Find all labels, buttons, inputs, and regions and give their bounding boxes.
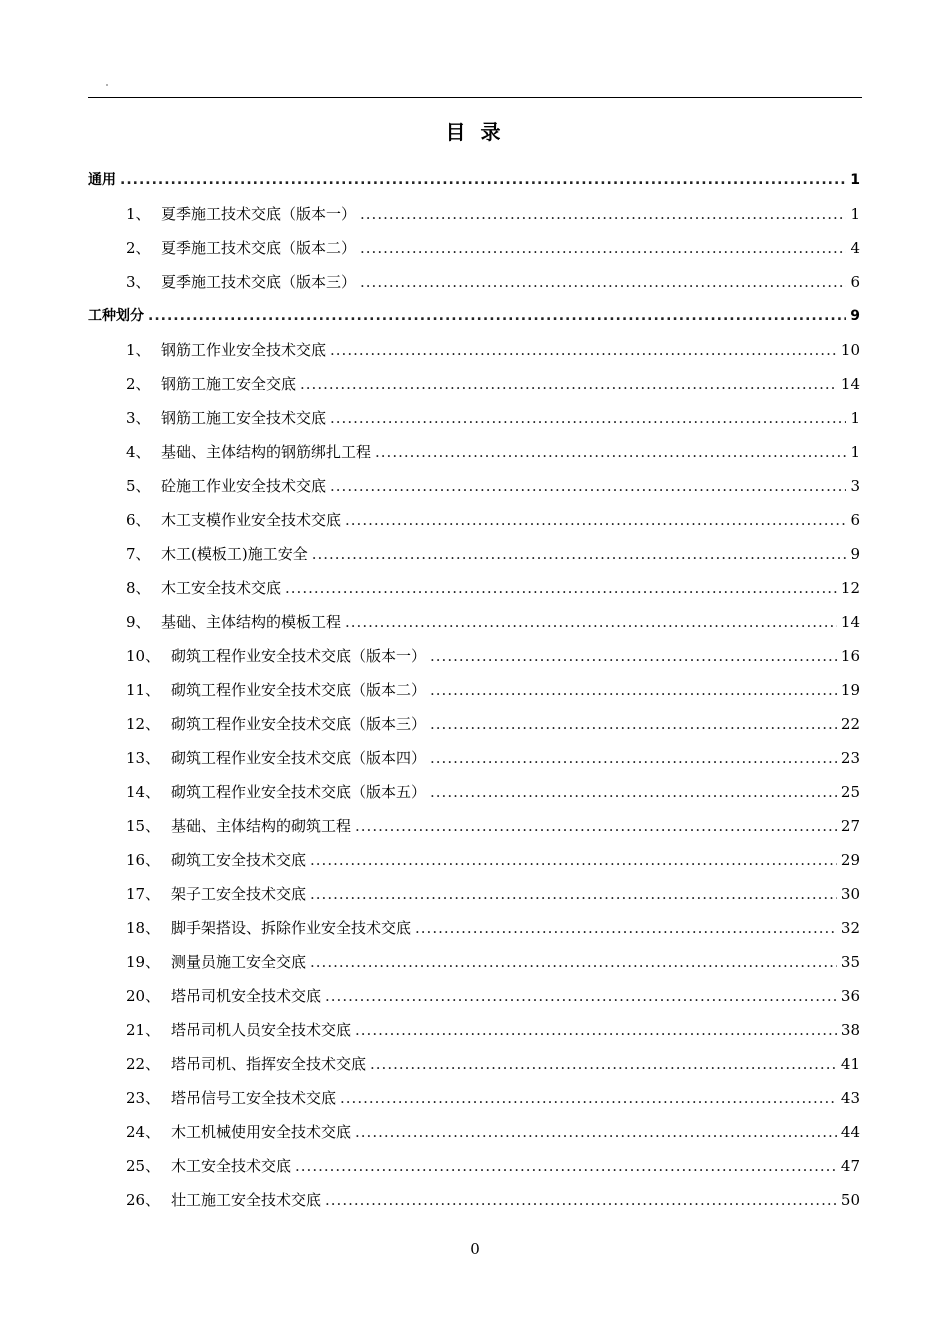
dot-leader xyxy=(330,477,846,495)
toc-entry-number: 12、 xyxy=(126,715,161,733)
toc-entry[interactable] xyxy=(88,1081,860,1115)
toc-page-number: 27 xyxy=(840,817,860,835)
toc-entry[interactable] xyxy=(88,707,860,741)
toc-entry[interactable] xyxy=(88,1149,860,1183)
toc-page-number: 9 xyxy=(850,308,860,324)
dot-leader xyxy=(360,205,846,223)
dot-leader xyxy=(430,715,837,733)
toc-entry-label: 夏季施工技术交底（版本一） xyxy=(161,205,357,223)
toc-entry-label: 夏季施工技术交底（版本三） xyxy=(161,273,357,291)
toc-entry[interactable] xyxy=(88,571,860,605)
toc-entry-label: 钢筋工施工安全技术交底 xyxy=(161,409,327,427)
toc-entry-label: 砌筑工程作业安全技术交底（版本四） xyxy=(171,749,427,767)
toc-entry-number: 17、 xyxy=(126,885,161,903)
toc-entry[interactable] xyxy=(88,333,860,367)
dot-leader xyxy=(355,1021,837,1039)
toc-entry-label: 木工支模作业安全技术交底 xyxy=(161,511,342,529)
footer-page-number: 0 xyxy=(470,1240,480,1258)
toc-entry-number: 22、 xyxy=(126,1055,161,1073)
toc-entry-number: 16、 xyxy=(126,851,161,869)
toc-entry-number: 11、 xyxy=(126,681,161,699)
toc-page-number: 12 xyxy=(840,579,860,597)
toc-entry-label: 砌筑工安全技术交底 xyxy=(171,851,307,869)
toc-entry[interactable] xyxy=(88,843,860,877)
toc-entry-label: 脚手架搭设、拆除作业安全技术交底 xyxy=(171,919,412,937)
toc-page-number: 22 xyxy=(840,715,860,733)
toc-section[interactable] xyxy=(88,163,860,197)
toc-entry-label: 砌筑工程作业安全技术交底（版本五） xyxy=(171,783,427,801)
toc-entry-number: 4、 xyxy=(126,443,151,461)
dot-leader xyxy=(375,443,846,461)
dot-leader xyxy=(148,307,846,325)
toc-entry-number: 1、 xyxy=(126,205,151,223)
toc-entry-label: 钢筋工施工安全交底 xyxy=(161,375,297,393)
toc-page-number: 29 xyxy=(840,851,860,869)
dot-leader xyxy=(430,749,837,767)
toc-entry[interactable] xyxy=(88,1115,860,1149)
toc-entry[interactable] xyxy=(88,197,860,231)
toc-entry[interactable] xyxy=(88,809,860,843)
dot-leader xyxy=(345,613,837,631)
dot-leader xyxy=(345,511,846,529)
toc-entry[interactable] xyxy=(88,911,860,945)
table-of-contents xyxy=(88,163,860,1217)
toc-entry-number: 23、 xyxy=(126,1089,161,1107)
toc-entry-number: 7、 xyxy=(126,545,151,563)
dot-leader xyxy=(340,1089,837,1107)
toc-entry[interactable] xyxy=(88,979,860,1013)
toc-entry-number: 25、 xyxy=(126,1157,161,1175)
toc-page-number: 9 xyxy=(850,545,860,563)
toc-page-number: 1 xyxy=(850,172,860,188)
toc-page-number: 1 xyxy=(850,409,860,427)
toc-entry[interactable] xyxy=(88,775,860,809)
toc-entry-label: 塔吊司机安全技术交底 xyxy=(171,987,322,1005)
toc-entry-number: 21、 xyxy=(126,1021,161,1039)
toc-page-number: 47 xyxy=(840,1157,860,1175)
toc-entry-label: 架子工安全技术交底 xyxy=(171,885,307,903)
toc-entry-number: 19、 xyxy=(126,953,161,971)
toc-page-number: 14 xyxy=(840,613,860,631)
toc-page-number: 10 xyxy=(840,341,860,359)
dot-leader xyxy=(360,273,846,291)
toc-page-number: 23 xyxy=(840,749,860,767)
toc-entry-label: 塔吊信号工安全技术交底 xyxy=(171,1089,337,1107)
toc-entry-label: 基础、主体结构的模板工程 xyxy=(161,613,342,631)
toc-page-number: 25 xyxy=(840,783,860,801)
toc-entry-number: 6、 xyxy=(126,511,151,529)
toc-entry[interactable] xyxy=(88,367,860,401)
dot-leader xyxy=(355,817,837,835)
toc-page-number: 16 xyxy=(840,647,860,665)
toc-entry[interactable] xyxy=(88,945,860,979)
dot-leader xyxy=(415,919,837,937)
toc-entry-number: 10、 xyxy=(126,647,161,665)
toc-section-label: 通用 xyxy=(88,172,116,188)
toc-entry[interactable] xyxy=(88,469,860,503)
toc-entry-number: 5、 xyxy=(126,477,151,495)
page-title: 目 录 xyxy=(445,120,505,144)
toc-page-number: 35 xyxy=(840,953,860,971)
toc-entry-label: 塔吊司机人员安全技术交底 xyxy=(171,1021,352,1039)
toc-entry-number: 2、 xyxy=(126,375,151,393)
toc-entry[interactable] xyxy=(88,503,860,537)
toc-entry[interactable] xyxy=(88,435,860,469)
dot-leader xyxy=(310,953,837,971)
toc-entry[interactable] xyxy=(88,401,860,435)
toc-entry[interactable] xyxy=(88,537,860,571)
toc-page-number: 1 xyxy=(850,443,860,461)
toc-entry[interactable] xyxy=(88,1183,860,1217)
toc-entry-number: 20、 xyxy=(126,987,161,1005)
toc-page-number: 50 xyxy=(840,1191,860,1209)
toc-entry[interactable] xyxy=(88,1013,860,1047)
toc-entry-label: 基础、主体结构的钢筋绑扎工程 xyxy=(161,443,372,461)
dot-leader xyxy=(430,647,837,665)
toc-entry-label: 测量员施工安全交底 xyxy=(171,953,307,971)
toc-entry-label: 砼施工作业安全技术交底 xyxy=(161,477,327,495)
toc-entry-number: 26、 xyxy=(126,1191,161,1209)
toc-entry-number: 14、 xyxy=(126,783,161,801)
toc-entry-label: 木工机械使用安全技术交底 xyxy=(171,1123,352,1141)
toc-entry[interactable] xyxy=(88,231,860,265)
header-rule xyxy=(88,97,862,98)
toc-entry-label: 砌筑工程作业安全技术交底（版本一） xyxy=(171,647,427,665)
dot-leader xyxy=(325,987,837,1005)
toc-entry[interactable] xyxy=(88,265,860,299)
toc-entry-label: 木工安全技术交底 xyxy=(161,579,282,597)
toc-entry-number: 3、 xyxy=(126,409,151,427)
toc-entry-number: 9、 xyxy=(126,613,151,631)
toc-entry[interactable] xyxy=(88,741,860,775)
toc-entry[interactable] xyxy=(88,639,860,673)
toc-page-number: 43 xyxy=(840,1089,860,1107)
dot-leader xyxy=(312,545,846,563)
toc-page-number: 3 xyxy=(850,477,860,495)
toc-entry-number: 8、 xyxy=(126,579,151,597)
toc-page-number: 6 xyxy=(850,511,860,529)
toc-page-number: 36 xyxy=(840,987,860,1005)
dot-leader xyxy=(330,341,837,359)
dot-leader xyxy=(325,1191,837,1209)
toc-section-label: 工种划分 xyxy=(88,308,144,324)
toc-page-number: 1 xyxy=(850,205,860,223)
toc-entry-label: 砌筑工程作业安全技术交底（版本二） xyxy=(171,681,427,699)
toc-entry-label: 木工(模板工)施工安全 xyxy=(161,545,308,563)
toc-entry-label: 夏季施工技术交底（版本二） xyxy=(161,239,357,257)
toc-page-number: 32 xyxy=(840,919,860,937)
toc-entry[interactable] xyxy=(88,673,860,707)
toc-section[interactable] xyxy=(88,299,860,333)
dot-leader xyxy=(355,1123,837,1141)
dot-leader xyxy=(295,1157,837,1175)
dot-leader xyxy=(310,851,837,869)
toc-page-number: 4 xyxy=(850,239,860,257)
toc-entry-label: 砌筑工程作业安全技术交底（版本三） xyxy=(171,715,427,733)
toc-entry[interactable] xyxy=(88,605,860,639)
toc-page-number: 19 xyxy=(840,681,860,699)
toc-entry-number: 1、 xyxy=(126,341,151,359)
dot-leader xyxy=(370,1055,837,1073)
toc-entry-number: 18、 xyxy=(126,919,161,937)
toc-page-number: 30 xyxy=(840,885,860,903)
toc-page-number: 38 xyxy=(840,1021,860,1039)
dot-leader xyxy=(310,885,837,903)
toc-page-number: 6 xyxy=(850,273,860,291)
toc-page-number: 14 xyxy=(840,375,860,393)
toc-entry-number: 24、 xyxy=(126,1123,161,1141)
toc-entry-number: 2、 xyxy=(126,239,151,257)
header-mark xyxy=(106,84,108,86)
toc-entry-label: 基础、主体结构的砌筑工程 xyxy=(171,817,352,835)
dot-leader xyxy=(360,239,846,257)
dot-leader xyxy=(430,681,837,699)
dot-leader xyxy=(120,171,846,189)
toc-entry-label: 壮工施工安全技术交底 xyxy=(171,1191,322,1209)
toc-entry-number: 3、 xyxy=(126,273,151,291)
dot-leader xyxy=(430,783,837,801)
toc-entry-label: 木工安全技术交底 xyxy=(171,1157,292,1175)
toc-entry-number: 13、 xyxy=(126,749,161,767)
dot-leader xyxy=(300,375,837,393)
toc-page-number: 41 xyxy=(840,1055,860,1073)
dot-leader xyxy=(285,579,837,597)
toc-entry-label: 塔吊司机、指挥安全技术交底 xyxy=(171,1055,367,1073)
toc-entry[interactable] xyxy=(88,1047,860,1081)
toc-entry[interactable] xyxy=(88,877,860,911)
dot-leader xyxy=(330,409,846,427)
toc-entry-label: 钢筋工作业安全技术交底 xyxy=(161,341,327,359)
toc-entry-number: 15、 xyxy=(126,817,161,835)
toc-page-number: 44 xyxy=(840,1123,860,1141)
